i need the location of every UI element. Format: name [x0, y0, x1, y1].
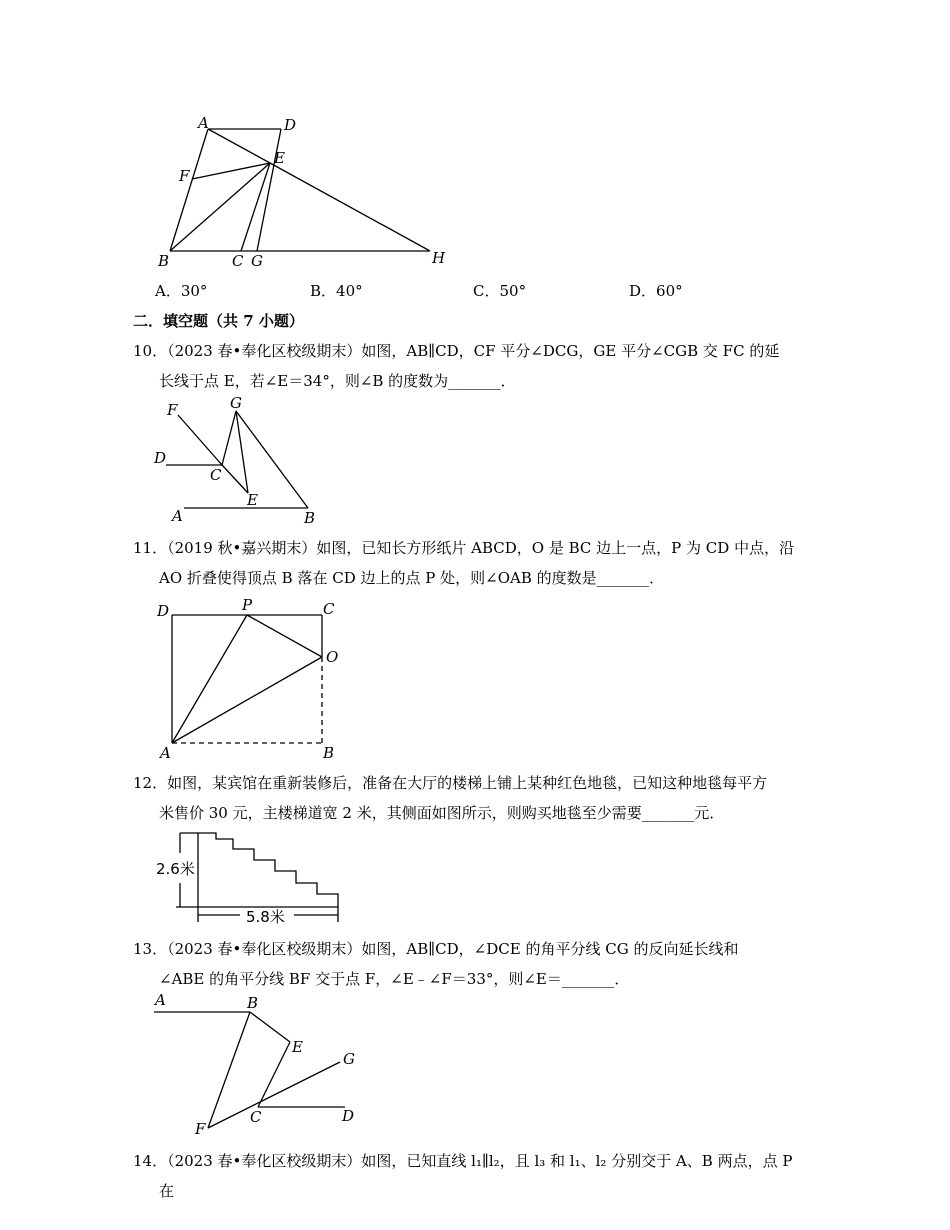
- q12-figure: [150, 825, 350, 930]
- q13-label-g: G: [343, 1050, 355, 1068]
- q11-label-a: A: [160, 744, 171, 762]
- question-13: [133, 934, 833, 994]
- q13-label-c: C: [250, 1108, 262, 1126]
- q9-label-c: C: [232, 252, 244, 270]
- q10-label-c: C: [210, 466, 222, 484]
- q10-label-g: G: [230, 394, 242, 412]
- q10-line-2: 长线于点 E，若∠E＝34°，则∠B 的度数为_______．: [159, 372, 516, 390]
- q9-figure: [150, 110, 460, 270]
- q14-line-2: 在: [159, 1182, 175, 1200]
- question-10: [133, 336, 833, 396]
- q13-label-a: A: [155, 991, 166, 1009]
- q11-label-p: P: [242, 596, 253, 614]
- q13-label-b: B: [247, 994, 259, 1012]
- question-12: [133, 768, 833, 828]
- q11-label-o: O: [326, 648, 339, 666]
- q10-line-1: 10．（2023 春•奉化区校级期末）如图，AB∥CD，CF 平分∠DCG，GE 平分∠CGB 交 FC 的延: [133, 342, 780, 360]
- q9-label-f: F: [179, 167, 190, 185]
- question-14: [133, 1146, 833, 1206]
- q13-label-d: D: [342, 1107, 355, 1125]
- q11-label-b: B: [323, 744, 335, 762]
- q9-option-c: C．50°: [473, 282, 527, 300]
- q9-option-d: D．60°: [629, 282, 683, 300]
- q11-label-c: C: [323, 600, 335, 618]
- q14-line-1: 14．（2023 春•奉化区校级期末）如图，已知直线 l₁∥l₂，且 l₃ 和 l₁、l₂ 分别交于 A、B 两点，点 P: [133, 1152, 793, 1170]
- q12-line-2: 米售价 30 元，主楼梯道宽 2 米，其侧面如图所示，则购买地毯至少需要_______元．: [159, 804, 725, 822]
- q13-label-f: F: [195, 1120, 206, 1138]
- q9-option-a: A．30°: [155, 282, 208, 300]
- q10-label-e: E: [247, 491, 258, 509]
- q9-label-a: A: [198, 114, 209, 132]
- q11-line-2: AO 折叠使得顶点 B 落在 CD 边上的点 P 处，则∠OAB 的度数是_______．: [159, 569, 665, 587]
- q9-option-b: B．40°: [310, 282, 363, 300]
- q11-label-d: D: [157, 602, 170, 620]
- q12-height-label: 2.6米: [156, 860, 195, 878]
- q13-line-2: ∠ABE 的角平分线 BF 交于点 F，∠E﹣∠F＝33°，则∠E＝_______．: [159, 970, 630, 988]
- q11-figure: [150, 595, 350, 765]
- question-11: [133, 533, 833, 593]
- q10-label-b: B: [304, 509, 316, 527]
- q10-label-d: D: [154, 449, 167, 467]
- q10-label-f: F: [167, 401, 178, 419]
- q10-label-a: A: [172, 507, 183, 525]
- q12-width-label: 5.8米: [246, 908, 285, 926]
- q10-figure: [150, 395, 330, 530]
- q9-label-e: E: [274, 149, 285, 167]
- q11-line-1: 11．（2019 秋•嘉兴期末）如图，已知长方形纸片 ABCD，O 是 BC 边上一点，P 为 CD 中点，沿: [133, 539, 795, 557]
- q13-figure: [150, 990, 370, 1140]
- q13-label-e: E: [292, 1038, 303, 1056]
- q9-label-h: H: [432, 249, 446, 267]
- q9-label-b: B: [158, 252, 170, 270]
- q12-line-1: 12．如图，某宾馆在重新装修后，准备在大厅的楼梯上铺上某种红色地毯，已知这种地毯每平方: [133, 774, 768, 792]
- q9-label-d: D: [284, 116, 297, 134]
- section-title: 二．填空题（共 7 小题）: [133, 312, 304, 330]
- q13-line-1: 13．（2023 春•奉化区校级期末）如图，AB∥CD，∠DCE 的角平分线 CG 的反向延长线和: [133, 940, 739, 958]
- q9-label-g: G: [251, 252, 263, 270]
